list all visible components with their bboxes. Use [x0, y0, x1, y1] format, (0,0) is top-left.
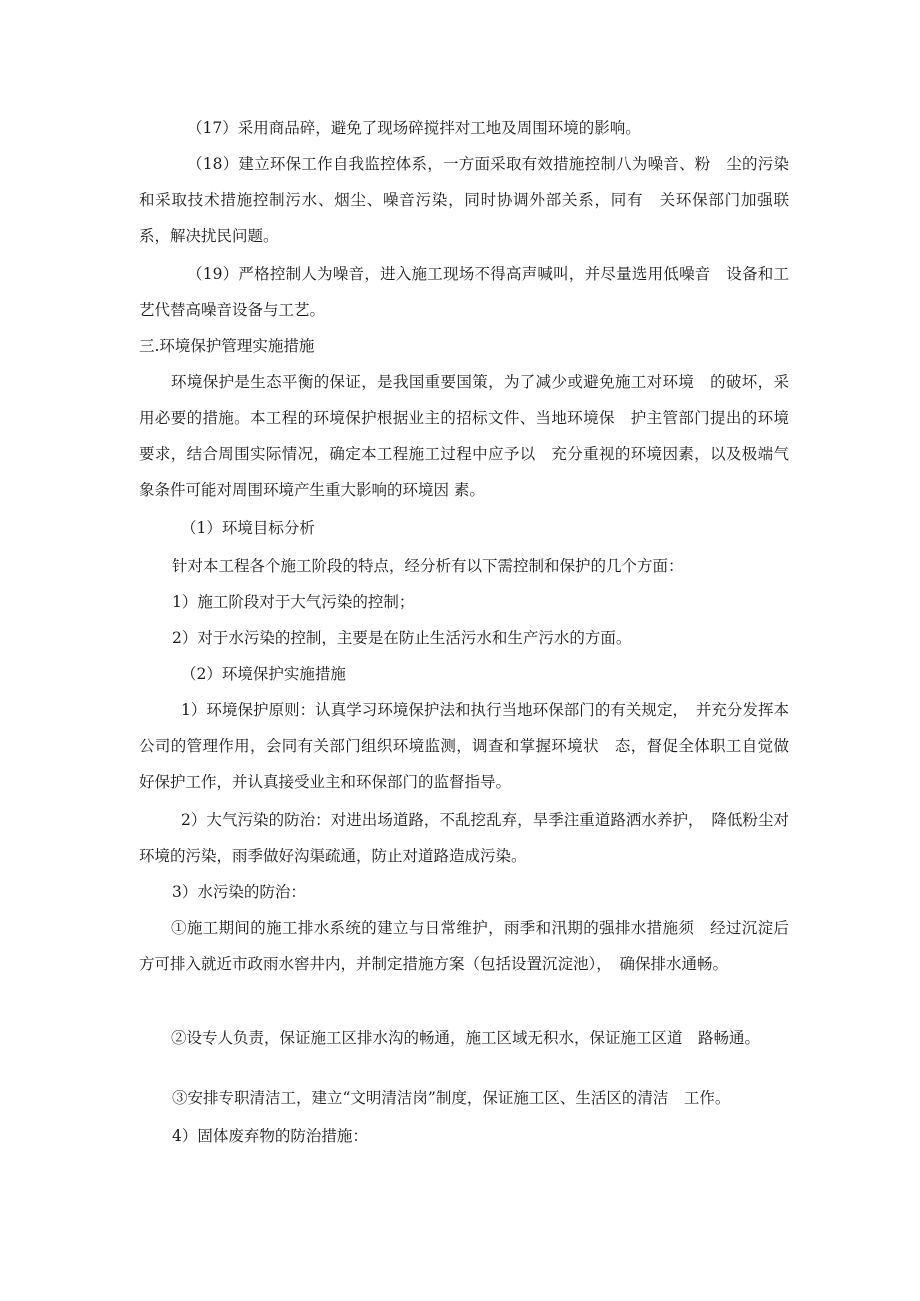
paragraph-17: （17）采用商品碎，避免了现场碎搅拌对工地及周围环境的影响。 [187, 119, 641, 137]
water-measure-2: ②设专人负责，保证施工区排水沟的畅通，施工区域无积水，保证施工区道 路畅通。 [171, 1029, 761, 1047]
analysis-paragraph: 针对本工程各个施工阶段的特点，经分析有以下需控制和保护的几个方面： [172, 557, 684, 575]
list-item-air-pollution: 1）施工阶段对于大气污染的控制； [172, 593, 415, 611]
measure-principle: 1）环境保护原则：认真学习环境保护法和执行当地环保部门的有关规定， 并充分发挥本公司的管理作用，会同有关部门组织环境监测，调查和掌握环境状 态，督促全体职工自觉做好保护工作，并认真接受业主和环保部门的监督指导。 [139, 701, 789, 791]
water-measure-1: ①施工期间的施工排水系统的建立与日常维护，雨季和汛期的强排水措施须 经过沉淀后方可排入就近市政雨水窖井内，并制定措施方案（包括设置沉淀池）， 确保排水通畅。 [139, 919, 789, 973]
section-heading-3: 三.环境保护管理实施措施 [139, 337, 315, 355]
measure-water-heading: 3）水污染的防治： [172, 883, 306, 901]
measure-air: 2）大气污染的防治：对进出场道路，不乱挖乱弃，旱季注重道路洒水养护， 降低粉尘对环境的污染，雨季做好沟渠疏通，防止对道路造成污染。 [139, 811, 789, 865]
water-measure-3: ③安排专职清洁工，建立“文明清洁岗”制度，保证施工区、生活区的清洁 工作。 [172, 1089, 731, 1107]
intro-paragraph: 环境保护是生态平衡的保证，是我国重要国策，为了减少或避免施工对环境 的破坏，采用必要的措施。本工程的环境保护根据业主的招标文件、当地环境保 护主管部门提出的环境要求，结合周围实际情况，确定本工程施工过程中应予以 充分重视的环境因素，以及极端气象条件可能对周围环境产生重大影响的环境因 素。 [139, 373, 789, 499]
measure-solid-waste-heading: 4）固体废弃物的防治措施： [172, 1127, 368, 1145]
paragraph-19: （19）严格控制人为噪音，进入施工现场不得高声喊叫，并尽量选用低噪音 设备和工艺代替高噪音设备与工艺。 [139, 265, 789, 319]
paragraph-18: （18）建立环保工作自我监控体系，一方面采取有效措施控制八为噪音、粉 尘的污染和采取技术措施控制污水、烟尘、噪音污染，同时协调外部关系，同有 关环保部门加强联系，解决扰民问题。 [139, 155, 789, 245]
subheading-protection-measures: （2）环境保护实施措施 [181, 665, 346, 683]
subheading-environment-target: （1）环境目标分析 [181, 519, 315, 537]
list-item-water-pollution: 2）对于水污染的控制，主要是在防止生活污水和生产污水的方面。 [172, 629, 632, 647]
